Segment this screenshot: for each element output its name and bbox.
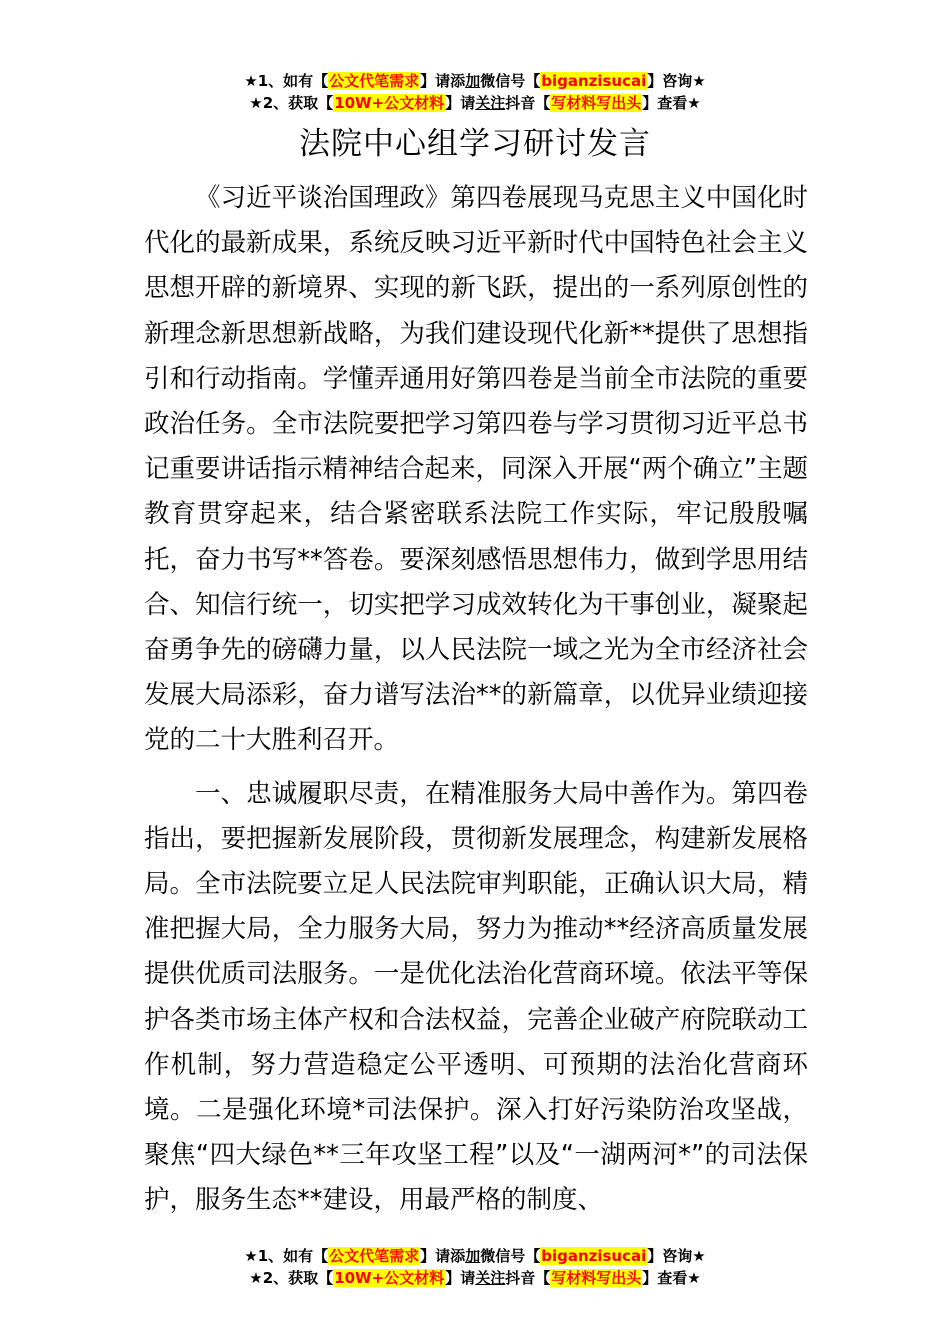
promo-line-2: ★2、获取【10W+公文材料】请关注抖音【写材料写出头】查看★ bbox=[249, 94, 701, 112]
promo-line-1: ★1、如有【公文代笔需求】请添加微信号【biganzisucai】咨询★ bbox=[244, 1247, 706, 1265]
highlight-materials: 10W+公文材料 bbox=[334, 94, 445, 112]
highlight-wechat-id: biganzisucai bbox=[541, 1247, 647, 1265]
document-title: 法院中心组学习研讨发言 bbox=[299, 126, 651, 162]
paragraph-section-1: 一、忠诚履职尽责，在精准服务大局中善作为。第四卷指出，要把握新发展阶段，贯彻新发展理念，构建新发展格局。全市法院要立足人民法院审判职能，正确认识大局，精准把握大局，全力服务大局，努力为推动**经济高质量发展提供优质司法服务。一是优化法治化营商环境。依法平等保护各类市场主体产权和合法权益，完善企业破产府院联动工作机制，努力营造稳定公平透明、可预期的法治化营商环境。二是强化环境*司法保护。深入打好污染防治攻坚战，聚焦“四大绿色**三年攻坚工程”以及“一湖两河*”的司法保护，服务生态**建设，用最严格的制度、 bbox=[144, 778, 808, 1216]
highlight-wechat-id: biganzisucai bbox=[541, 72, 647, 90]
footer-promo-banner bbox=[0, 1245, 950, 1289]
header-promo-banner bbox=[0, 70, 950, 114]
promo-line-2: ★2、获取【10W+公文材料】请关注抖音【写材料写出头】查看★ bbox=[249, 1269, 701, 1287]
highlight-service: 公文代笔需求 bbox=[329, 1247, 420, 1265]
highlight-douyin-account: 写材料写出头 bbox=[551, 94, 642, 112]
promo-line-1: ★1、如有【公文代笔需求】请添加微信号【biganzisucai】咨询★ bbox=[244, 72, 706, 90]
paragraph-intro: 《习近平谈治国理政》第四卷展现马克思主义中国化时代化的最新成果，系统反映习近平新时代中国特色社会主义思想开辟的新境界、实现的新飞跃，提出的一系列原创性的新理念新思想新战略，为我们建设现代化新**提供了思想指引和行动指南。学懂弄通用好第四卷是当前全市法院的重要政治任务。全市法院要把学习第四卷与学习贯彻习近平总书记重要讲话指示精神结合起来，同深入开展“两个确立”主题教育贯穿起来，结合紧密联系法院工作实际，牢记殷殷嘱托，奋力书写**答卷。要深刻感悟思想伟力，做到学思用结合、知信行统一，切实把学习成效转化为干事创业，凝聚起奋勇争先的磅礴力量，以人民法院一域之光为全市经济社会发展大局添彩，奋力谱写法治**的新篇章，以优异业绩迎接党的二十大胜利召开。 bbox=[144, 183, 808, 756]
document-body bbox=[144, 176, 808, 1224]
highlight-douyin-account: 写材料写出头 bbox=[551, 1269, 642, 1287]
highlight-service: 公文代笔需求 bbox=[329, 72, 420, 90]
highlight-materials: 10W+公文材料 bbox=[334, 1269, 445, 1287]
